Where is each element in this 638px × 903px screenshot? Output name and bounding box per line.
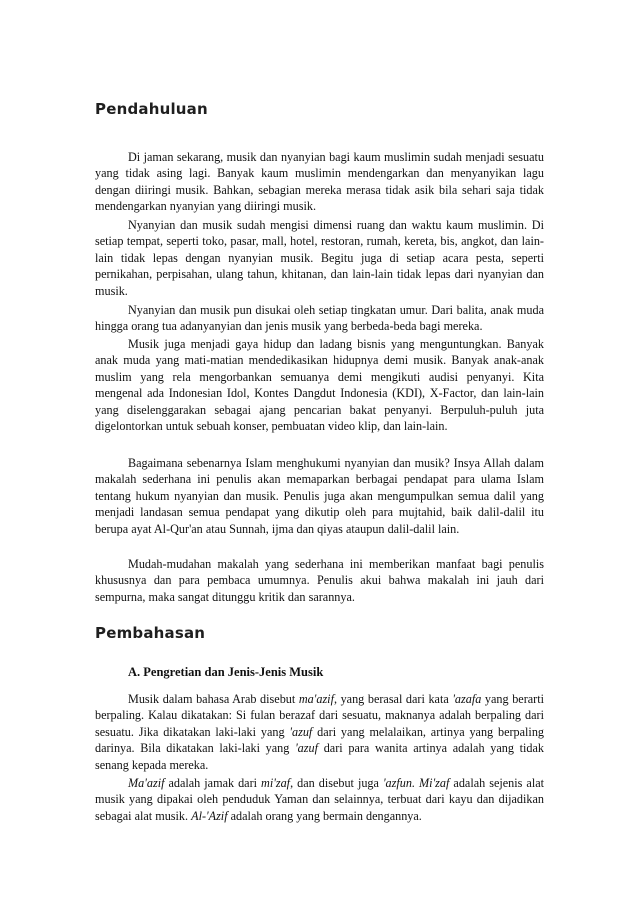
subsection-title: A. Pengretian dan Jenis-Jenis Musik — [128, 665, 324, 679]
paragraph: Bagaimana sebenarnya Islam menghukumi nyanyian dan musik? Insya Allah dalam makalah sederhana ini penulis akan memaparkan berbagai pendapat para ulama Islam tentang hukum nyanyian dan musik. Penulis juga akan mengumpulkan semua dalil yang menjadi landasan semua pendapat yang dikutip oleh para mujtahid, baik dalil-dalil itu berupa ayat Al-Qur'an atau Sunnah, ijma dan qiyas ataupun dalil-dalil lain. — [95, 456, 544, 536]
paragraph: Nyanyian dan musik pun disukai oleh setiap tingkatan umur. Dari balita, anak muda hingga orang tua adanyanyian dan jenis musik yang berbeda-beda bagi mereka. — [95, 303, 544, 334]
section-title-pembahasan: Pembahasan — [95, 624, 206, 642]
paragraph: Musik dalam bahasa Arab disebut ma'azif, yang berasal dari kata 'azafa yang berarti berpaling. Kalau dikatakan: Si fulan berazaf dari sesuatu, maknanya adalah berpaling dari sesuatu. Jika dikatakan laki-laki yang 'azuf dari yang melalaikan, artinya yang berpaling darinya. Bila dikatakan laki-laki yang 'azuf dari para wanita artinya adalah yang tidak senang kepada mereka. — [95, 692, 545, 772]
paragraph: Mudah-mudahan makalah yang sederhana ini memberikan manfaat bagi penulis khususnya dan para pembaca umumnya. Penulis akui bahwa makalah ini jauh dari sempurna, maka sangat ditunggu kritik dan sarannya. — [95, 557, 544, 604]
paragraph: Nyanyian dan musik sudah mengisi dimensi ruang dan waktu kaum muslimin. Di setiap tempat, seperti toko, pasar, mall, hotel, restoran, rumah, kereta, bis, angkot, dan lain-lain tidak lepas dengan nyanyian musik. Begitu juga di setiap acara pesta, seperti pernikahan, perpisahan, ulang tahun, khitanan, dan lain-lain tidak lepas dari nyanyian dan musik. — [95, 218, 544, 298]
section-title-pendahuluan: Pendahuluan — [95, 100, 208, 118]
paragraph: Di jaman sekarang, musik dan nyanyian bagi kaum muslimin sudah menjadi sesuatu yang tidak asing lagi. Banyak kaum muslimin mendengarkan dan menyanyikan lagu dengan diiringi musik. Bahkan, sebagian mereka merasa tidak asik bila sehari saja tidak mendengarkan nyanyian yang diiringi musik. — [95, 150, 544, 214]
paragraph: Ma'azif adalah jamak dari mi'zaf, dan disebut juga 'azfun. Mi'zaf adalah sejenis alat musik yang dipakai oleh penduduk Yaman dan selainnya, terbuat dari kayu dan dijadikan sebagai alat musik. Al-'Azif adalah orang yang bermain dengannya. — [95, 776, 544, 823]
paragraph: Musik juga menjadi gaya hidup dan ladang bisnis yang menguntungkan. Banyak anak muda yang mati-matian mendedikasikan hidupnya demi musik. Banyak anak-anak muslim yang rela mengorbankan semuanya demi mengikuti audisi penyanyi. Kita mengenal ada Indonesian Idol, Kontes Dangdut Indonesia (KDI), X-Factor, dan lain-lain yang diselenggarakan sebagai ajang pencarian bakat penyanyi. Berpuluh-puluh juta digelontorkan untuk sebuah konser, pembuatan video klip, dan lain-lain. — [95, 337, 544, 434]
